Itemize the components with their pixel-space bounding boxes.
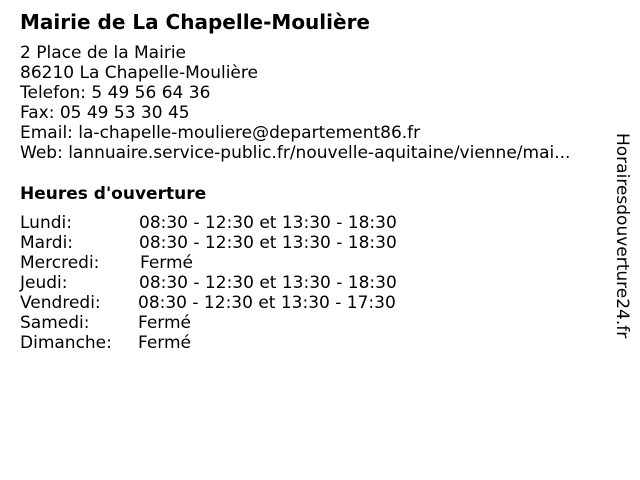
day-label: Jeudi: <box>20 273 68 293</box>
hours-heading: Heures d'ouverture <box>20 184 207 204</box>
hours-row-thursday <box>20 273 440 293</box>
address-street: 2 Place de la Mairie <box>20 43 186 63</box>
email-address: Email: la-chapelle-mouliere@departement86.fr <box>20 123 421 143</box>
hours-row-wednesday <box>20 253 440 273</box>
day-hours: 08:30 - 12:30 et 13:30 - 17:30 <box>138 293 396 313</box>
address-city: 86210 La Chapelle-Moulière <box>20 63 258 83</box>
day-hours: Fermé <box>140 253 194 273</box>
phone-number: Telefon: 5 49 56 64 36 <box>20 83 211 103</box>
day-label: Lundi: <box>20 213 72 233</box>
day-hours: 08:30 - 12:30 et 13:30 - 18:30 <box>139 213 397 233</box>
hours-row-friday <box>20 293 440 313</box>
page-title: Mairie de La Chapelle-Moulière <box>20 10 370 34</box>
site-watermark <box>612 133 632 373</box>
contact-block <box>20 43 570 163</box>
watermark-text: Horairesdouverture24.fr <box>612 133 632 339</box>
hours-table <box>20 213 440 353</box>
day-label: Dimanche: <box>20 333 112 353</box>
day-hours: Fermé <box>138 313 192 333</box>
day-hours: Fermé <box>138 333 192 353</box>
hours-row-sunday <box>20 333 440 353</box>
hours-row-tuesday <box>20 233 440 253</box>
day-hours: 08:30 - 12:30 et 13:30 - 18:30 <box>139 273 397 293</box>
fax-number: Fax: 05 49 53 30 45 <box>20 103 190 123</box>
day-hours: 08:30 - 12:30 et 13:30 - 18:30 <box>139 233 397 253</box>
day-label: Mardi: <box>20 233 74 253</box>
day-label: Vendredi: <box>20 293 101 313</box>
day-label: Samedi: <box>20 313 90 333</box>
website-link: Web: lannuaire.service-public.fr/nouvelle-aquitaine/vienne/mai... <box>20 143 571 163</box>
day-label: Mercredi: <box>20 253 100 273</box>
hours-row-monday <box>20 213 440 233</box>
hours-row-saturday <box>20 313 440 333</box>
